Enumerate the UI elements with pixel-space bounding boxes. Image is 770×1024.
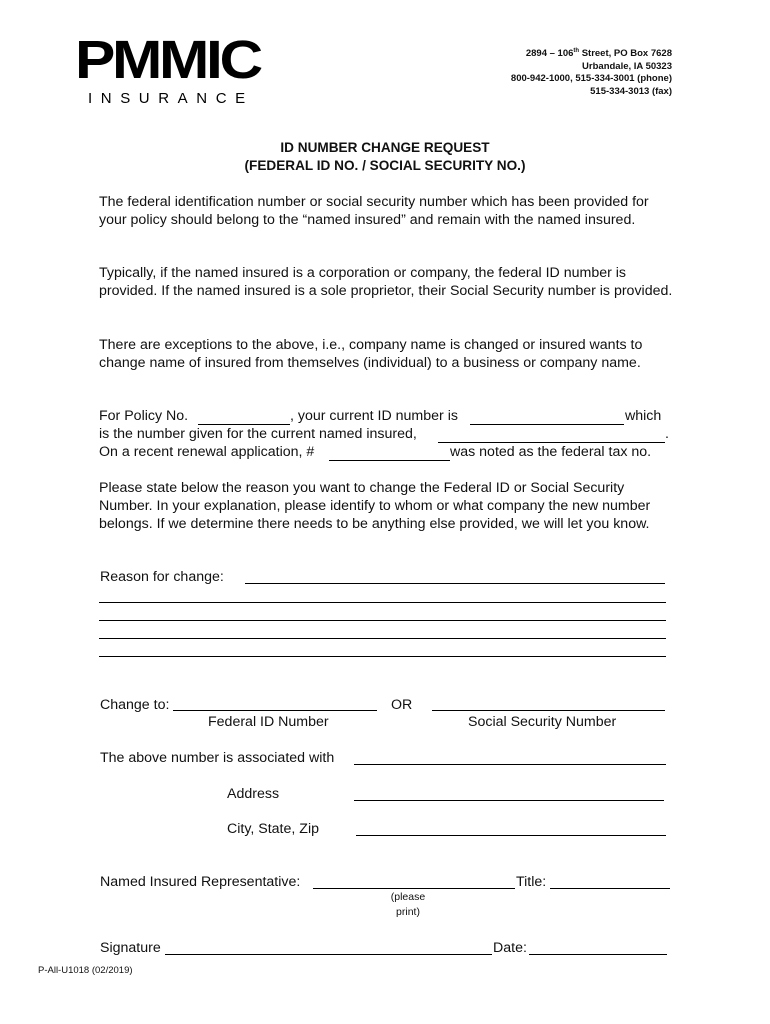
representative-field[interactable] [313, 888, 515, 889]
paragraph-exceptions: There are exceptions to the above, i.e., company name is changed or insured wants to change name of insured from themselves (individual) to a business or company name. [99, 337, 643, 371]
company-address [511, 48, 672, 98]
reason-field-line-5[interactable] [99, 656, 666, 657]
ssn-field[interactable] [432, 710, 665, 711]
reason-field-line-3[interactable] [99, 620, 666, 621]
current-insured-label: is the number given for the current named insured, [99, 426, 417, 442]
form-code: P-All-U1018 (02/2019) [38, 965, 133, 976]
address-fax: 515-334-3013 (fax) [590, 85, 672, 97]
representative-label: Named Insured Representative: [100, 874, 301, 890]
address-street: 2894 – 106th Street, PO Box 7628 [525, 48, 672, 59]
form-title: ID NUMBER CHANGE REQUEST [280, 140, 490, 155]
address-phone: 800-942-1000, 515-334-3001 (phone) [510, 73, 672, 84]
current-id-field[interactable] [470, 424, 624, 425]
or-label: OR [391, 697, 413, 713]
paragraph-typical: Typically, if the named insured is a corporation or company, the federal ID number is provided. If the named insured is a sole proprietor, their Social Security number is provided. [99, 265, 673, 299]
title-label: Title: [516, 874, 547, 890]
was-noted-label: was noted as the federal tax no. [450, 444, 652, 460]
ssn-caption: Social Security Number [468, 714, 617, 730]
reason-field-line-1[interactable] [245, 583, 665, 584]
company-logo: PMMIC [75, 30, 260, 90]
please-print-note: (please print) [390, 891, 426, 918]
current-id-label: , your current ID number is [290, 408, 458, 424]
signature-label: Signature [100, 940, 161, 956]
signature-field[interactable] [165, 954, 492, 955]
federal-id-caption: Federal ID Number [208, 714, 329, 730]
date-field[interactable] [529, 954, 667, 955]
city-state-zip-field[interactable] [356, 835, 666, 836]
address-city: Urbandale, IA 50323 [582, 60, 672, 72]
address-label: Address [227, 786, 280, 802]
which-label: which [625, 408, 662, 424]
reason-field-line-2[interactable] [99, 602, 666, 603]
date-label: Date: [493, 940, 527, 956]
title-field[interactable] [550, 888, 670, 889]
company-logo-subtitle: INSURANCE [88, 90, 254, 107]
renewal-label: On a recent renewal application, # [99, 444, 315, 460]
reason-label: Reason for change: [100, 569, 224, 585]
city-state-zip-label: City, State, Zip [227, 821, 319, 837]
associated-field[interactable] [354, 764, 666, 765]
period-mark: . [665, 426, 669, 442]
paragraph-instructions: Please state below the reason you want to change the Federal ID or Social Security Number. In your explanation, please identify to whom or what company the new number belongs. If we determine there needs to be anything else provided, we will let you know. [99, 480, 651, 532]
renewal-number-field[interactable] [329, 460, 450, 461]
change-to-label: Change to: [100, 697, 170, 713]
for-policy-label: For Policy No. [99, 408, 189, 424]
form-subtitle: (FEDERAL ID NO. / SOCIAL SECURITY NO.) [244, 158, 526, 173]
reason-field-line-4[interactable] [99, 638, 666, 639]
federal-id-field[interactable] [173, 710, 377, 711]
associated-label: The above number is associated with [100, 750, 335, 766]
address-field[interactable] [354, 800, 664, 801]
paragraph-intro: The federal identification number or social security number which has been provided for your policy should belong to the “named insured” and remain with the named insured. [99, 194, 649, 228]
